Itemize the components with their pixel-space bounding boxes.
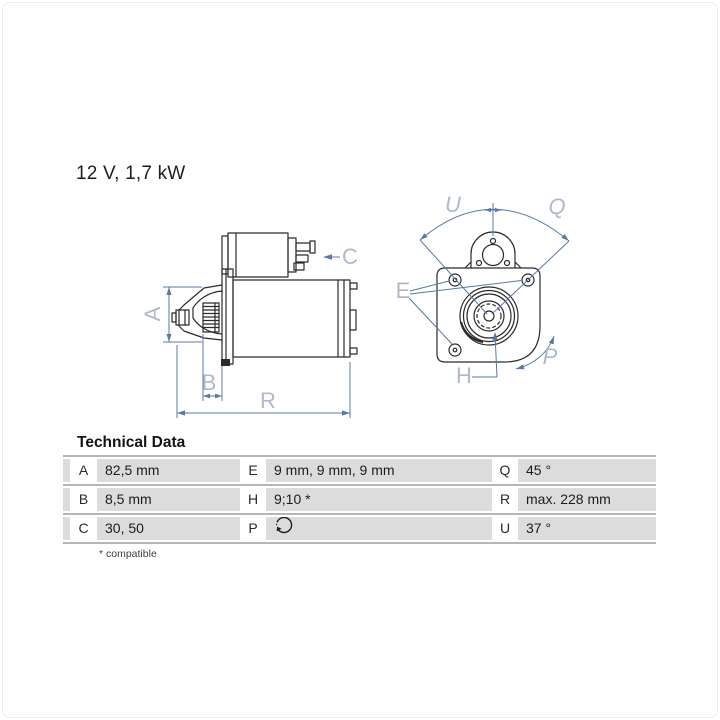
dimension-label-u: U [445, 192, 461, 217]
dimension-label-c: C [342, 244, 358, 269]
side-view [140, 233, 358, 418]
table-footnote: * compatible [99, 548, 157, 560]
dimension-u-q [420, 192, 569, 314]
table-divider [63, 484, 656, 486]
param-key: U [499, 520, 511, 536]
table-divider [63, 513, 656, 515]
param-value: 82,5 mm [97, 459, 240, 482]
dimension-b [202, 334, 222, 401]
param-key: R [499, 491, 511, 507]
table-divider [63, 542, 656, 544]
dimension-label-h: H [456, 363, 472, 388]
drive-end-housing [172, 285, 222, 340]
pinion-teeth [203, 307, 219, 328]
motor-body-outline [233, 280, 357, 357]
technical-data-section [63, 432, 656, 560]
param-key: A [78, 462, 89, 478]
dimension-label-q: Q [548, 194, 566, 219]
param-key: C [78, 520, 89, 536]
rotation-direction-icon [274, 517, 294, 540]
table-divider [63, 455, 656, 457]
front-view [396, 192, 569, 388]
row-lead-cell [63, 488, 70, 511]
param-value: 37 ° [518, 517, 656, 540]
solenoid-outline [222, 233, 315, 277]
voltage-power-spec: 12 V, 1,7 kW [76, 163, 186, 184]
param-key: P [248, 520, 258, 536]
table-row [63, 517, 656, 540]
param-value: max. 228 mm [518, 488, 656, 511]
param-key: Q [499, 462, 511, 478]
param-key: H [247, 491, 259, 507]
dimension-label-p: P [542, 344, 558, 369]
dimension-p [516, 336, 558, 369]
param-value [266, 517, 492, 540]
technical-data-title: Technical Data [77, 434, 186, 451]
dimension-label-b: B [201, 370, 217, 395]
param-key: B [78, 491, 89, 507]
mounting-flange-plate [221, 269, 233, 366]
dimension-label-e: E [395, 278, 411, 303]
row-lead-cell [63, 517, 70, 540]
param-value: 30, 50 [97, 517, 240, 540]
param-value: 45 ° [518, 459, 656, 482]
param-value: 9;10 * [266, 488, 492, 511]
param-value: 8,5 mm [97, 488, 240, 511]
param-key: E [248, 462, 258, 478]
front-flange-outline [437, 268, 540, 362]
table-row [63, 488, 656, 511]
dimension-label-a: A [140, 306, 165, 322]
row-lead-cell [63, 459, 70, 482]
drive-shaft-rings [460, 287, 518, 345]
solenoid-mount-front [465, 232, 521, 268]
table-row [63, 459, 656, 482]
dimension-label-r: R [260, 388, 276, 413]
param-value: 9 mm, 9 mm, 9 mm [266, 459, 492, 482]
dimension-c [323, 244, 358, 269]
